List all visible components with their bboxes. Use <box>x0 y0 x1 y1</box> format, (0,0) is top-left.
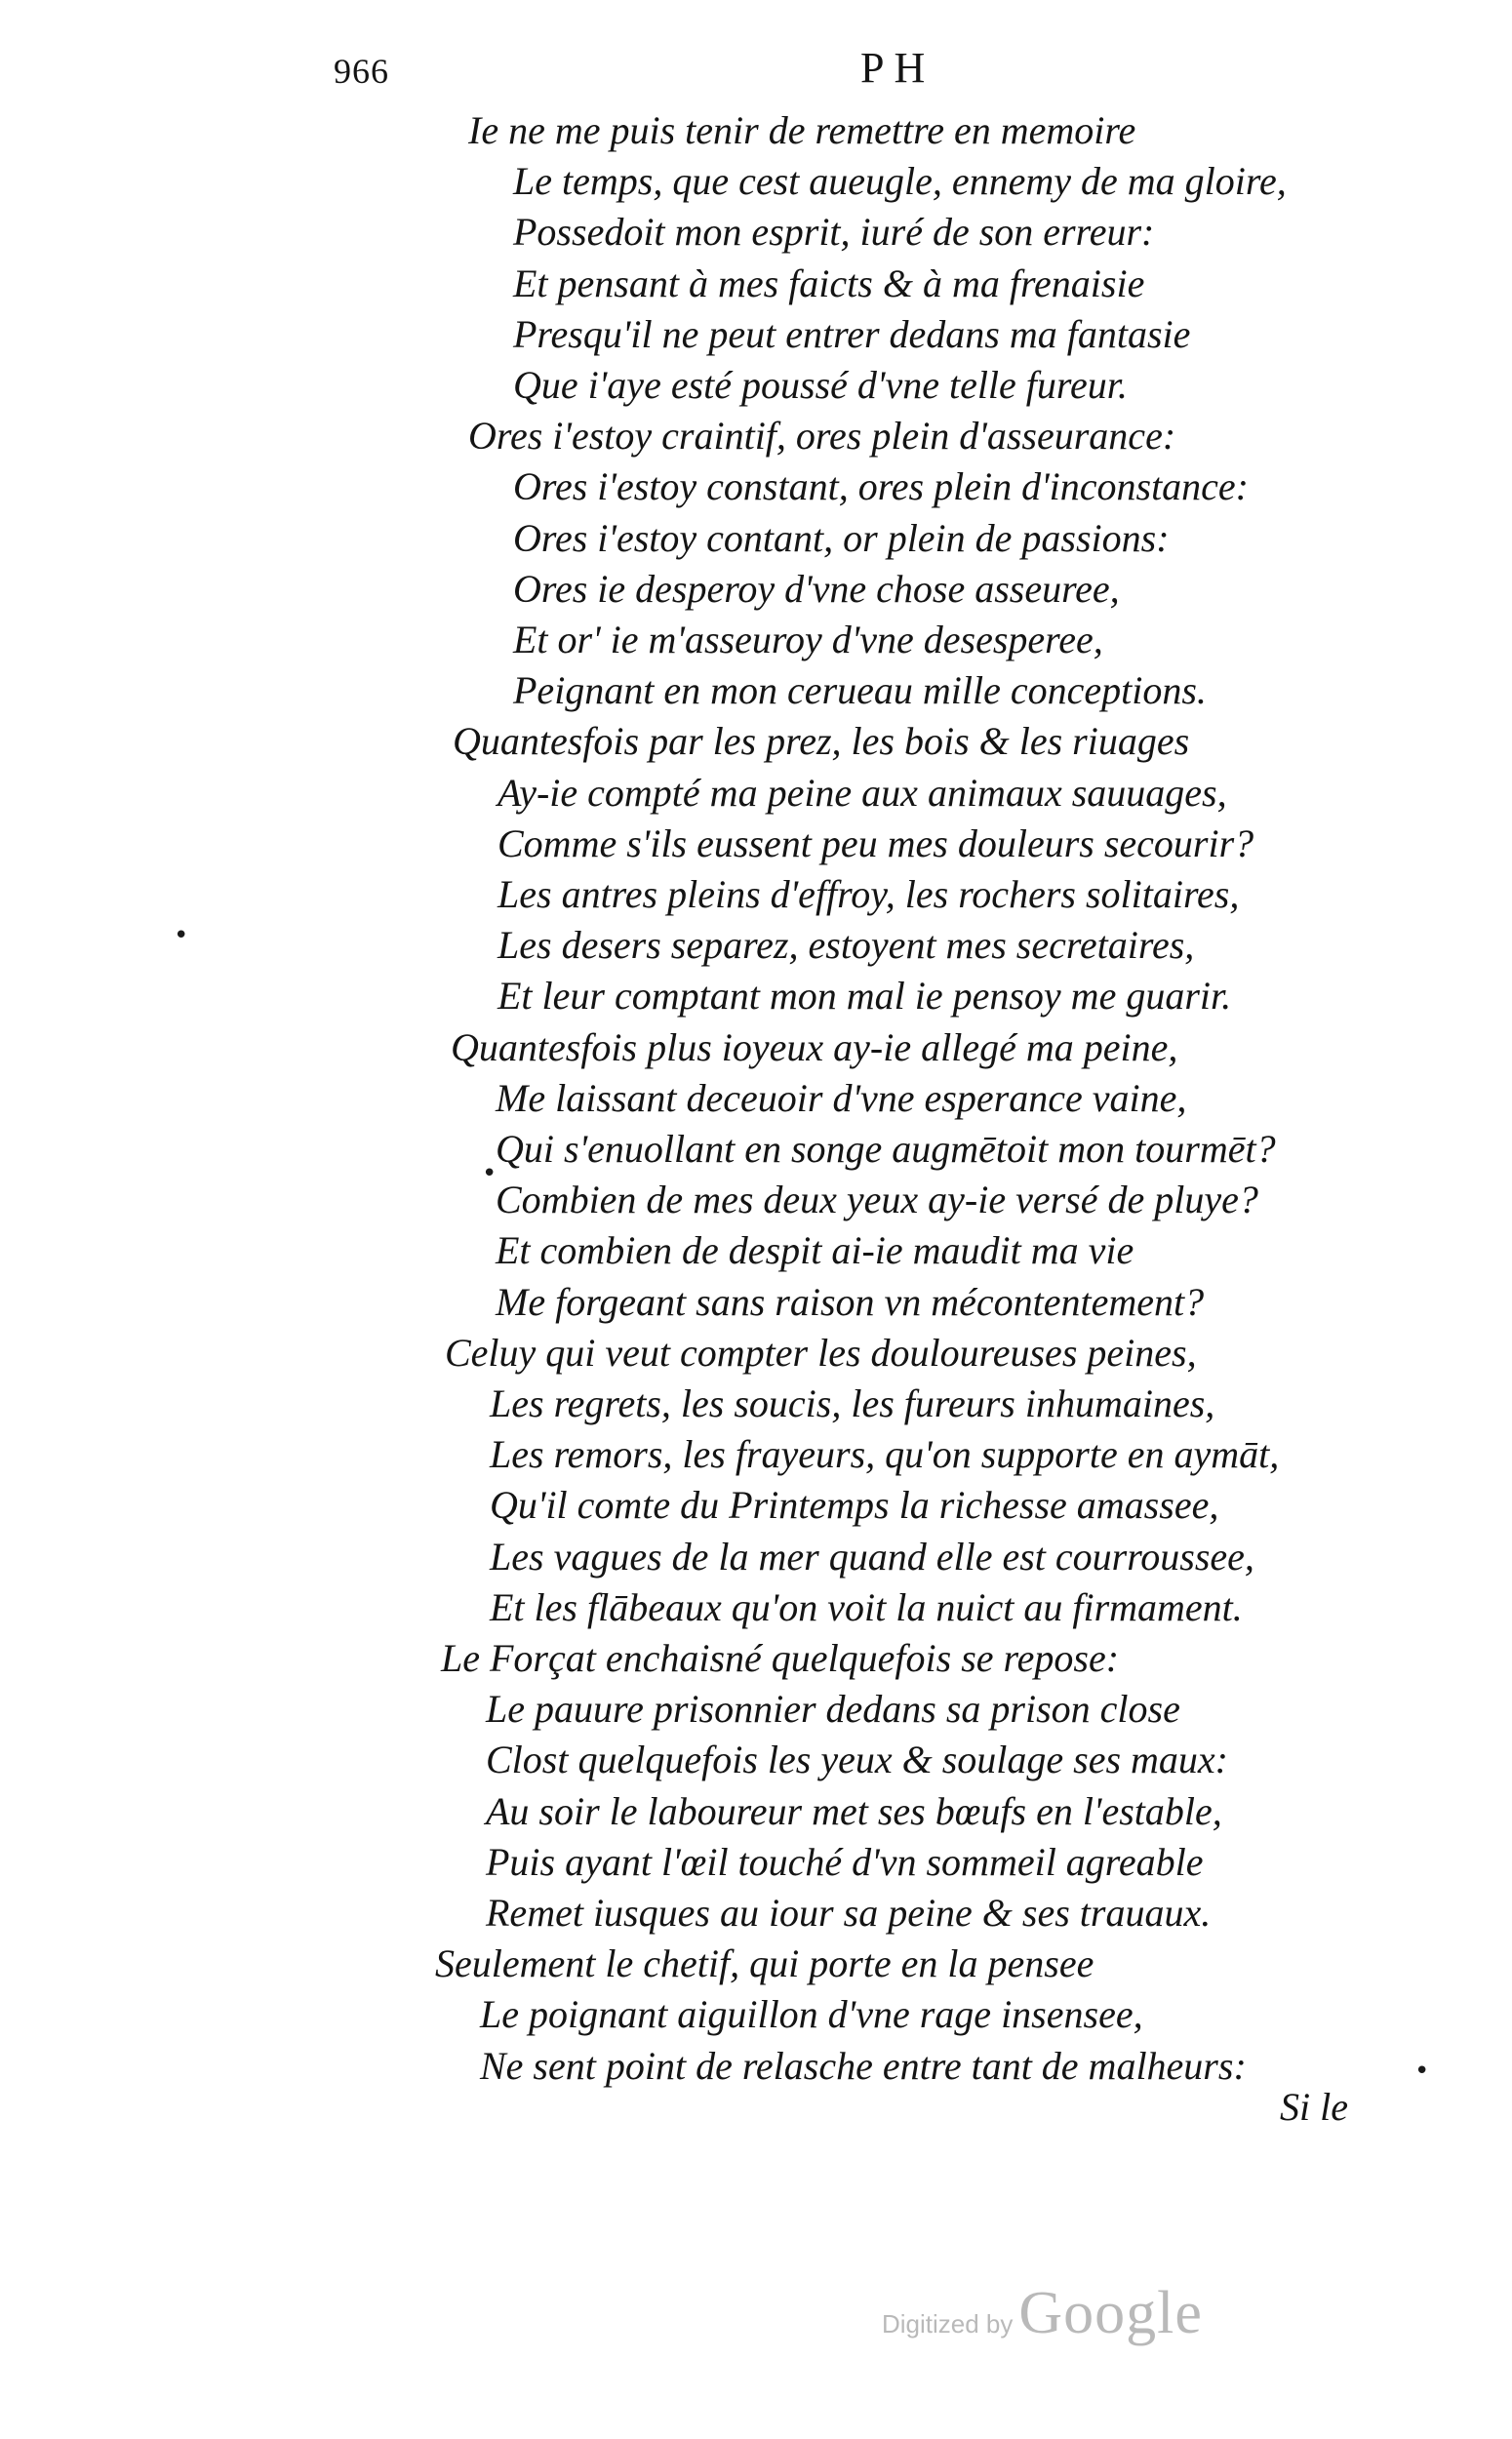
verse-line: Et pensant à mes faicts & à ma frenaisie <box>513 261 1145 305</box>
verse-line: Ores i'estoy contant, or plein de passions: <box>513 516 1170 560</box>
verse-line: Et leur comptant mon mal ie pensoy me guarir. <box>497 974 1232 1018</box>
margin-mark-right: • <box>1414 2057 1430 2086</box>
verse-line: Celuy qui veut compter les douloureuses peines, <box>445 1331 1197 1375</box>
verse-line: Clost quelquefois les yeux & soulage ses maux: <box>486 1738 1228 1781</box>
verse-line: Puis ayant l'œil touché d'vn sommeil agreable <box>486 1840 1204 1884</box>
verse-line: Les remors, les frayeurs, qu'on supporte en aymāt, <box>490 1432 1280 1476</box>
verse-line: Ores i'estoy craintif, ores plein d'asseurance: <box>468 414 1176 458</box>
verse-line: Et or' ie m'asseuroy d'vne desesperee, <box>513 618 1103 661</box>
verse-line: Ores ie desperoy d'vne chose asseuree, <box>513 567 1120 611</box>
watermark-prefix: Digitized by <box>882 2309 1014 2339</box>
verse-line: Peignant en mon cerueau mille conceptions. <box>513 668 1207 712</box>
verse-line: Le Forçat enchaisné quelquefois se repose: <box>441 1636 1120 1680</box>
verse-line: Qu'il comte du Printemps la richesse amassee, <box>490 1483 1219 1527</box>
verse-line: Combien de mes deux yeux ay-ie versé de pluye? <box>496 1178 1258 1221</box>
page-number: 966 <box>334 52 389 91</box>
verse-line: Me forgeant sans raison vn mécontentement? <box>496 1280 1205 1324</box>
verse-line: Les vagues de la mer quand elle est courroussee, <box>490 1535 1254 1579</box>
verse-line: Au soir le laboureur met ses bœufs en l'estable, <box>486 1789 1222 1833</box>
verse-line: Le pauure prisonnier dedans sa prison close <box>486 1687 1180 1731</box>
verse-line: Seulement le chetif, qui porte en la pensee <box>435 1941 1094 1985</box>
google-logo: Google <box>1018 2280 1203 2346</box>
verse-line: Ay-ie compté ma peine aux animaux sauuages, <box>497 771 1227 815</box>
verse-line: Que i'aye esté poussé d'vne telle fureur. <box>513 363 1128 407</box>
verse-line: Quantesfois plus ioyeux ay-ie allegé ma peine, <box>451 1025 1178 1069</box>
verse-line: Les antres pleins d'effroy, les rochers solitaires, <box>497 872 1240 916</box>
verse-line: Remet iusques au iour sa peine & ses trauaux. <box>486 1891 1212 1935</box>
verse-line: Et les flābeaux qu'on voit la nuict au firmament. <box>490 1585 1243 1629</box>
verse-line: Comme s'ils eussent peu mes douleurs secourir? <box>497 821 1254 865</box>
verse-line: Ie ne me puis tenir de remettre en memoire <box>468 108 1136 152</box>
margin-mark-left: • <box>174 921 189 950</box>
verse-line: Le temps, que cest aueugle, ennemy de ma gloire, <box>513 159 1287 203</box>
margin-mark-bullet: • <box>482 1159 497 1188</box>
verse-line: Les desers separez, estoyent mes secretaires, <box>497 923 1195 967</box>
verse-line: Ores i'estoy constant, ores plein d'inconstance: <box>513 464 1250 508</box>
running-head: PH <box>860 44 935 92</box>
verse-line: Les regrets, les soucis, les fureurs inhumaines, <box>490 1381 1215 1425</box>
verse-line: Ne sent point de relasche entre tant de malheurs: <box>480 2044 1247 2088</box>
verse-line: Quantesfois par les prez, les bois & les riuages <box>453 719 1190 763</box>
verse-line: Presqu'il ne peut entrer dedans ma fantasie <box>513 312 1191 356</box>
verse-line: Qui s'enuollant en songe augmētoit mon tourmēt? <box>496 1127 1276 1171</box>
verse-line: Me laissant deceuoir d'vne esperance vaine, <box>496 1076 1187 1120</box>
verse-line: Le poignant aiguillon d'vne rage insensee, <box>480 1992 1143 2036</box>
digitized-watermark <box>882 2279 1203 2348</box>
verse-line: Et combien de despit ai-ie maudit ma vie <box>496 1228 1134 1272</box>
catchword: Si le <box>1280 2085 1348 2129</box>
verse-line: Possedoit mon esprit, iuré de son erreur: <box>513 210 1155 254</box>
